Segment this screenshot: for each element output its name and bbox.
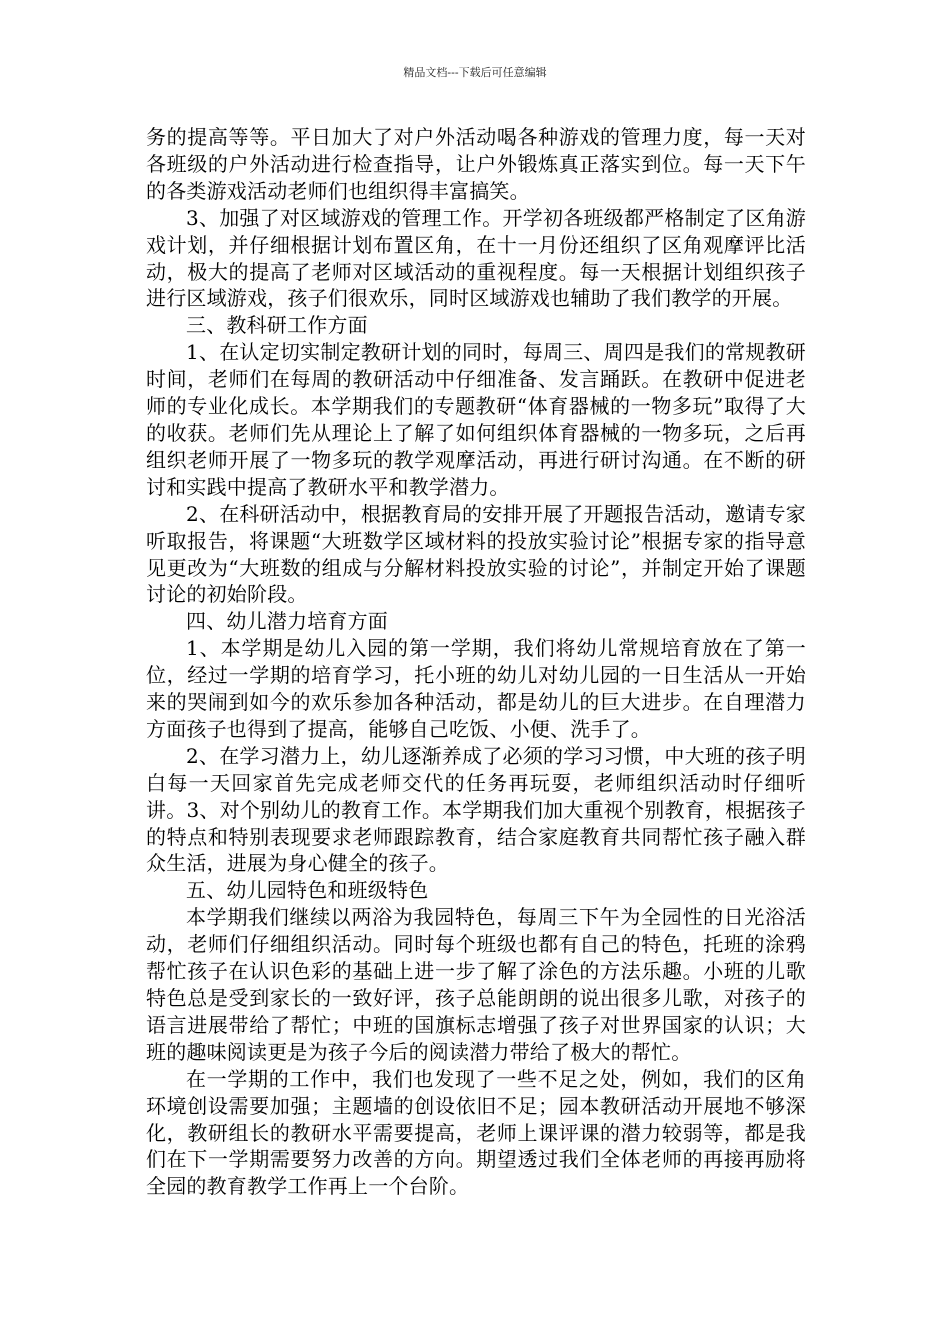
paragraph-shortcomings: 在一学期的工作中，我们也发现了一些不足之处，例如，我们的区角环境创设需要加强；主题墙的创设依旧不足；园本教研活动开展地不够深化，教研组长的教研水平需要提高，老师上课评课的潜力较弱等，都是我们在下一学期需要努力改善的方向。期望透过我们全体老师的再接再励将全园的教育教学工作再上一个台阶。 (146, 1066, 806, 1199)
paragraph-learning-ability: 2、在学习潜力上，幼儿逐渐养成了必须的学习习惯，中大班的孩子明白每一天回家首先完成老师交代的任务再玩耍，老师组织活动时仔细听讲。3、对个别幼儿的教育工作。本学期我们加大重视个别教育，根据孩子的特点和特别表现要求老师跟踪教育，结合家庭教育共同帮忙孩子融入群众生活，进展为身心健全的孩子。 (146, 743, 806, 876)
paragraph-first-semester: 1、本学期是幼儿入园的第一学期，我们将幼儿常规培育放在了第一位，经过一学期的培育学习，托小班的幼儿对幼儿园的一日生活从一开始来的哭闹到如今的欢乐参加各种活动，都是幼儿的巨大进步。在自理潜力方面孩子也得到了提高，能够自己吃饭、小便、洗手了。 (146, 636, 806, 741)
document-body (146, 124, 806, 1200)
paragraph-research-activity: 2、在科研活动中，根据教育局的安排开展了开题报告活动，邀请专家听取报告，将课题“大班数学区域材料的投放实验讨论”根据专家的指导意见更改为“大班数的组成与分解材料投放实验的讨论”，并制定开始了课题讨论的初始阶段。 (146, 501, 806, 607)
section-heading-research: 三、教科研工作方面 (186, 313, 368, 338)
section-heading-features: 五、幼儿园特色和班级特色 (186, 878, 429, 903)
paragraph-continuation: 务的提高等等。平日加大了对户外活动喝各种游戏的管理力度，每一天对各班级的户外活动进行检查指导，让户外锻炼真正落实到位。每一天下午的各类游戏活动老师们也组织得丰富搞笑。 (146, 125, 806, 203)
page-header: 精品文档---下载后可任意编辑 (403, 66, 547, 79)
paragraph-area-games: 3、加强了对区域游戏的管理工作。开学初各班级都严格制定了区角游戏计划，并仔细根据计划布置区角，在十一月份还组织了区角观摩评比活动，极大的提高了老师对区域活动的重视程度。每一天根据计划组织孩子进行区域游戏，孩子们很欢乐，同时区域游戏也辅助了我们教学的开展。 (146, 205, 806, 311)
section-heading-child-development: 四、幼儿潜力培育方面 (186, 609, 388, 634)
paragraph-research-plan: 1、在认定切实制定教研计划的同时，每周三、周四是我们的常规教研时间，老师们在每周的教研活动中仔细准备、发言踊跃。在教研中促进老师的专业化成长。本学期我们的专题教研“体育器械的一物多玩”取得了大的收获。老师们先从理论上了解了如何组织体育器械的一物多玩，之后再组织老师开展了一物多玩的教学观摩活动，再进行研讨沟通。在不断的研讨和实践中提高了教研水平和教学潜力。 (146, 340, 806, 499)
paragraph-features: 本学期我们继续以两浴为我园特色，每周三下午为全园性的日光浴活动，老师们仔细组织活动。同时每个班级也都有自己的特色，托班的涂鸦帮忙孩子在认识色彩的基础上进一步了解了涂色的方法乐趣。小班的儿歌特色总是受到家长的一致好评，孩子总能朗朗的说出很多儿歌，对孩子的语言进展带给了帮忙；中班的国旗标志增强了孩子对世界国家的认识；大班的趣味阅读更是为孩子今后的阅读潜力带给了极大的帮忙。 (146, 905, 806, 1064)
